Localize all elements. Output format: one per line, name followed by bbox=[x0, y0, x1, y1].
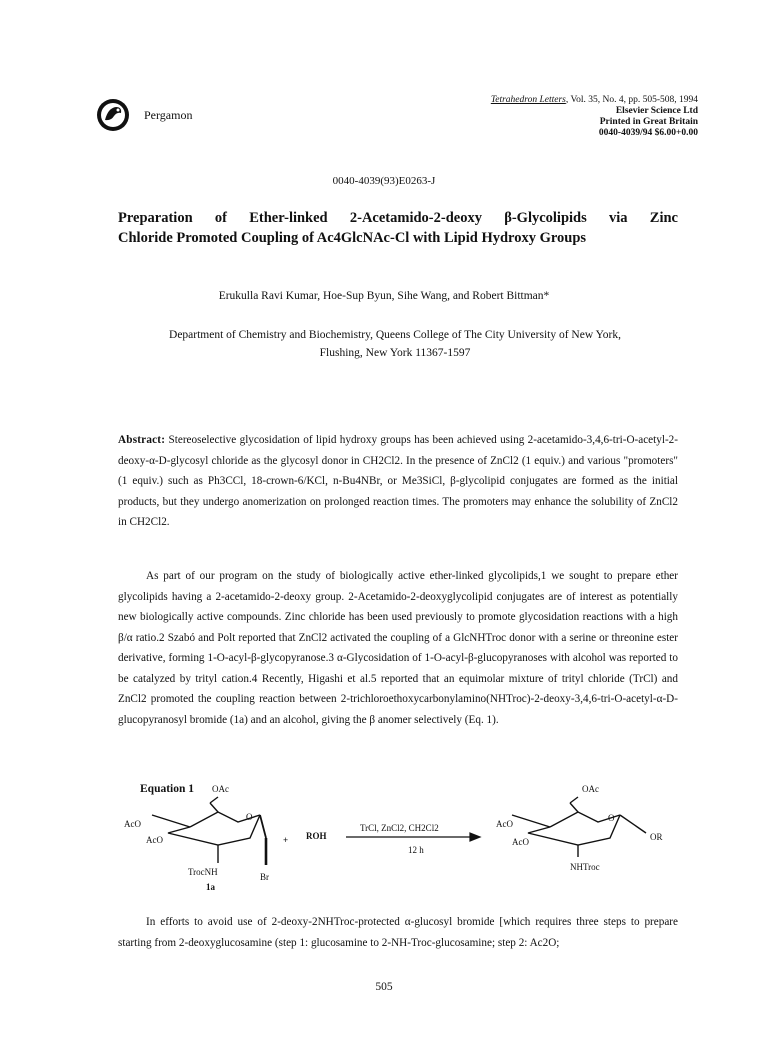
journal-reference bbox=[491, 95, 698, 139]
efforts-paragraph bbox=[118, 912, 678, 953]
affiliation bbox=[150, 326, 640, 362]
br-label: Br bbox=[260, 872, 269, 882]
nhtroc-label: NHTroc bbox=[570, 862, 600, 872]
plus-sign: + bbox=[283, 835, 289, 845]
paper-title bbox=[118, 208, 678, 248]
ring-oxygen-left: O bbox=[246, 812, 253, 822]
doi-code: 0040-4039(93)E0263-J bbox=[332, 175, 436, 187]
paragraph-1-text: As part of our program on the study of biologically active ether-linked glycolipids,1 we sought to prepare ether glycolipids having a 2-acetamido-2-deoxy group. 2-Acetamido-2-deoxyglycolipid conjugates are of interest as potentially new biologically active compounds. Zinc chloride has been used previously to promote glycosidation reactions with a high β/α ratio.2 Szabó and Polt reported that ZnCl2 activated the coupling of a GlcNHTroc donor with a serine or threonine ester derivative, forming 1-O-acyl-β-glycopyranose.3 α-Glycosidation of 1-O-acyl-β-glucopyranoses with alcohol was reported to be catalyzed by trityl cation.4 Recently, Higashi et al.5 reported that an equimolar mixture of trityl chloride (TrCl) and ZnCl2 promoted the coupling reaction between 2-trichloroethoxycarbonylamino(NHTroc)-2-deoxy-3,4,6-tri-O-acetyl-α-D-glucopyranosyl bromide (1a) and an alcohol, giving the β anomer selectively (Eq. 1). bbox=[118, 570, 678, 726]
paragraph-2-text: In efforts to avoid use of 2-deoxy-2NHTroc-protected α-glucosyl bromide [which requires three steps to prepare starting from 2-deoxyglucosamine (step 1: glucosamine to 2-NH-Troc-glucosamine; step 2: Ac2O; bbox=[118, 916, 678, 949]
sugar-1a-structure bbox=[152, 797, 266, 865]
page-number: 505 bbox=[375, 981, 393, 993]
oac-label-left: OAc bbox=[212, 784, 229, 794]
aco-label-left-1: AcO bbox=[124, 819, 141, 829]
abstract bbox=[118, 430, 678, 533]
author-list: Erukulla Ravi Kumar, Hoe-Sup Byun, Sihe Wang, and Robert Bittman* bbox=[218, 290, 550, 302]
publisher-name: Pergamon bbox=[144, 108, 193, 122]
title-line-1: Preparation of Ether-linked 2-Acetamido-2-deoxy β-Glycolipids via Zinc bbox=[118, 210, 678, 226]
aco-label-left-2: AcO bbox=[146, 835, 163, 845]
equation-label: Equation 1 bbox=[140, 783, 195, 795]
printed-line: Printed in Great Britain bbox=[599, 117, 698, 127]
roh-label: ROH bbox=[306, 831, 327, 841]
compound-1a-label: 1a bbox=[206, 882, 215, 892]
reaction-arrow bbox=[346, 833, 480, 841]
aco-label-right-1: AcO bbox=[496, 819, 513, 829]
abstract-text: Stereoselective glycosidation of lipid hydroxy groups has been achieved using 2-acetamido-3,4,6-tri-O-acetyl-2-deoxy-α-D-glycosyl chloride as the glycosyl donor in CH2Cl2. In the presence of ZnCl2 (1 equiv.) and various "promoters" (1 equiv.) such as Ph3CCl, 18-crown-6/KCl, n-Bu4NBr, or Me3SiCl, β-glycolipid conjugates are formed as the initial products, but they undergo anomerization on prolonged reaction times. The promoters may enhance the solubility of ZnCl2 in CH2Cl2. bbox=[118, 434, 679, 528]
product-structure bbox=[512, 797, 646, 857]
or-label: OR bbox=[650, 832, 663, 842]
aco-label-right-2: AcO bbox=[512, 837, 529, 847]
ring-oxygen-right: O bbox=[608, 813, 615, 823]
price-code: 0040-4039/94 $6.00+0.00 bbox=[598, 128, 698, 138]
affiliation-line-2: Flushing, New York 11367-1597 bbox=[319, 347, 471, 359]
abstract-label: Abstract: bbox=[118, 434, 166, 446]
reaction-conditions: TrCl, ZnCl2, CH2Cl2 bbox=[360, 823, 439, 833]
volume-line: , Vol. 35, No. 4, pp. 505-508, 1994 bbox=[565, 95, 698, 105]
affiliation-line-1: Department of Chemistry and Biochemistry, Queens College of The City University of New York, bbox=[169, 329, 621, 341]
reaction-time: 12 h bbox=[408, 845, 424, 855]
pergamon-logo bbox=[96, 98, 130, 132]
copyright-line: Elsevier Science Ltd bbox=[615, 106, 698, 116]
oac-label-right: OAc bbox=[582, 784, 599, 794]
trocnh-label: TrocNH bbox=[188, 867, 218, 877]
journal-name: Tetrahedron Letters bbox=[490, 95, 566, 105]
intro-paragraph bbox=[118, 566, 678, 730]
title-line-2: Chloride Promoted Coupling of Ac4GlcNAc-Cl with Lipid Hydroxy Groups bbox=[118, 230, 587, 246]
